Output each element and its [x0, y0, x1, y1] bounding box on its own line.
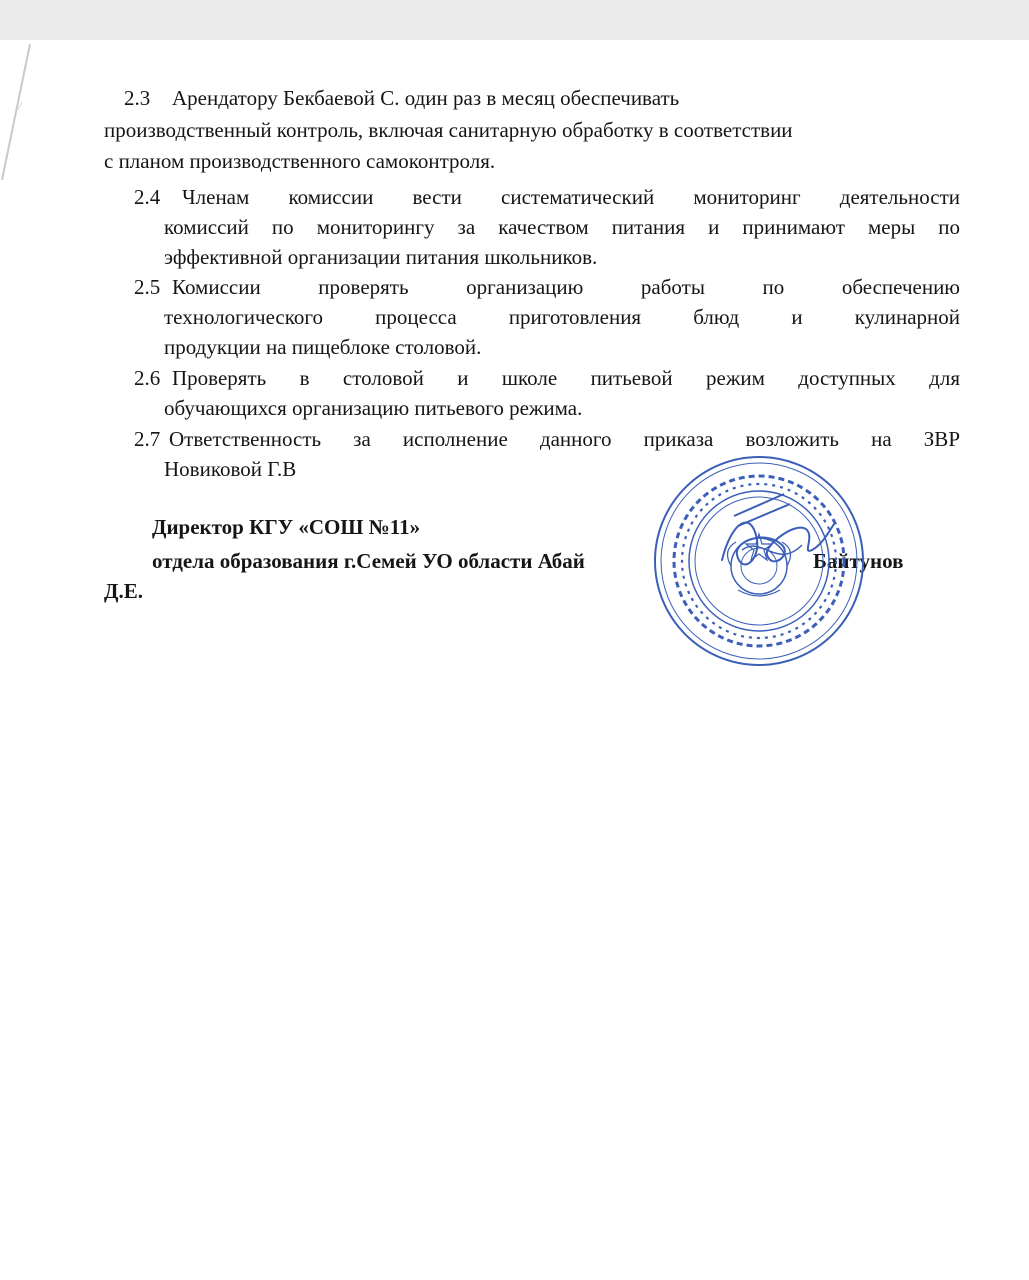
item-text-line: производственный контроль, включая санитарную обработку в соответствии — [104, 118, 793, 142]
item-text-line: технологического процесса приготовления блюд и кулинарной — [164, 305, 960, 329]
item-text-line: Арендатору Бекбаевой С. один раз в месяц обеспечивать — [172, 86, 680, 110]
item-text-line: Проверять в столовой и школе питьевой режим доступных для — [172, 366, 960, 390]
item-number: 2.5 — [134, 275, 161, 299]
item-text-line: Новиковой Г.В — [164, 457, 297, 481]
item-text-line: комиссий по мониторингу за качеством питания и принимают меры по — [164, 215, 960, 239]
item-number: 2.7 — [134, 427, 161, 451]
item-text-line: Ответственность за исполнение данного приказа возложить на ЗВР — [169, 427, 960, 451]
handwritten-signature — [712, 500, 842, 590]
item-text-line: с планом производственного самоконтроля. — [104, 149, 496, 173]
item-text-line: эффективной организации питания школьников. — [164, 245, 598, 269]
director-surname: Байтунов — [813, 549, 904, 573]
item-number: 2.3 — [124, 86, 151, 110]
director-title: Директор КГУ «СОШ №11» — [152, 515, 421, 539]
director-initials: Д.Е. — [104, 579, 143, 603]
item-text-line: обучающихся организацию питьевого режима. — [164, 396, 583, 420]
department-title: отдела образования г.Семей УО области Абай — [152, 549, 585, 573]
item-text-line: Комиссии проверять организацию работы по обеспечению — [172, 275, 960, 299]
item-text-line: Членам комиссии вести систематический мониторинг деятельности — [182, 185, 960, 209]
item-number: 2.6 — [134, 366, 161, 390]
item-text-line: продукции на пищеблоке столовой. — [164, 335, 482, 359]
item-number: 2.4 — [134, 185, 161, 209]
